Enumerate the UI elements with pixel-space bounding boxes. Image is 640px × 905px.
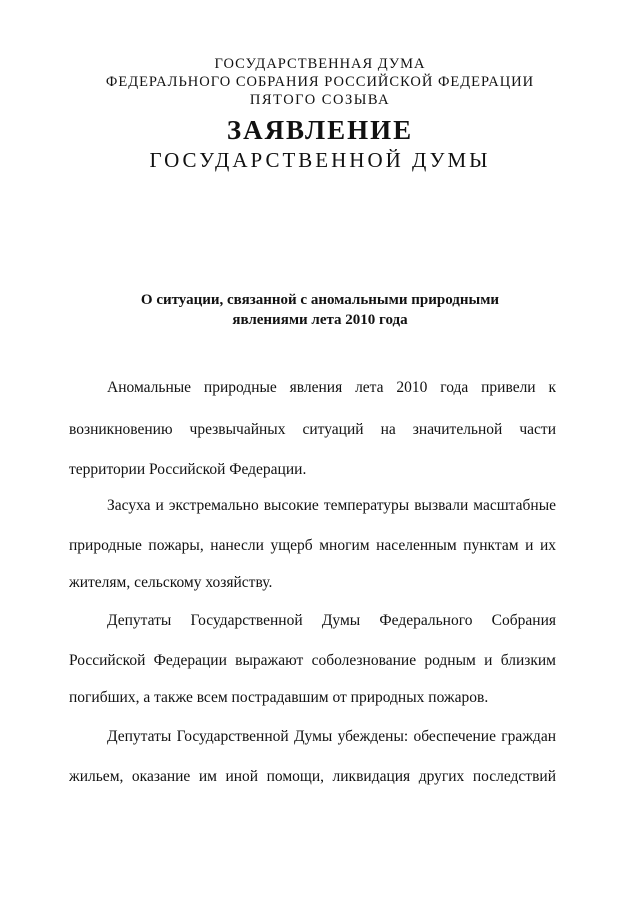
body-line: Депутаты Государственной Думы Федерального Собрания (107, 612, 556, 629)
body-line: жильем, оказание им иной помощи, ликвидация других последствий (69, 768, 556, 785)
header-line-convocation: ПЯТОГО СОЗЫВА (249, 92, 391, 108)
topic-line-2: явлениями лета 2010 года (232, 312, 408, 328)
body-line: Российской Федерации выражают соболезнование родным и близким (69, 652, 556, 669)
body-line: природные пожары, нанесли ущерб многим населенным пунктам и их (69, 537, 556, 554)
body-line: жителям, сельскому хозяйству. (69, 574, 273, 591)
body-line: территории Российской Федерации. (69, 461, 307, 478)
topic-line-1: О ситуации, связанной с аномальными природными (140, 292, 500, 308)
body-line: Аномальные природные явления лета 2010 года привели к (107, 379, 556, 396)
body-line: погибших, а также всем пострадавшим от природных пожаров. (69, 689, 489, 706)
document-subtitle: ГОСУДАРСТВЕННОЙ ДУМЫ (149, 148, 491, 172)
body-line: Засуха и экстремально высокие температуры вызвали масштабные (107, 497, 556, 514)
document-title: ЗАЯВЛЕНИЕ (226, 115, 414, 145)
body-line: возникновению чрезвычайных ситуаций на значительной части (69, 421, 556, 438)
header-line-assembly: ФЕДЕРАЛЬНОГО СОБРАНИЯ РОССИЙСКОЙ ФЕДЕРАЦИИ (105, 74, 535, 90)
header-line-duma: ГОСУДАРСТВЕННАЯ ДУМА (214, 56, 426, 72)
body-line: Депутаты Государственной Думы убеждены: обеспечение граждан (107, 728, 556, 745)
